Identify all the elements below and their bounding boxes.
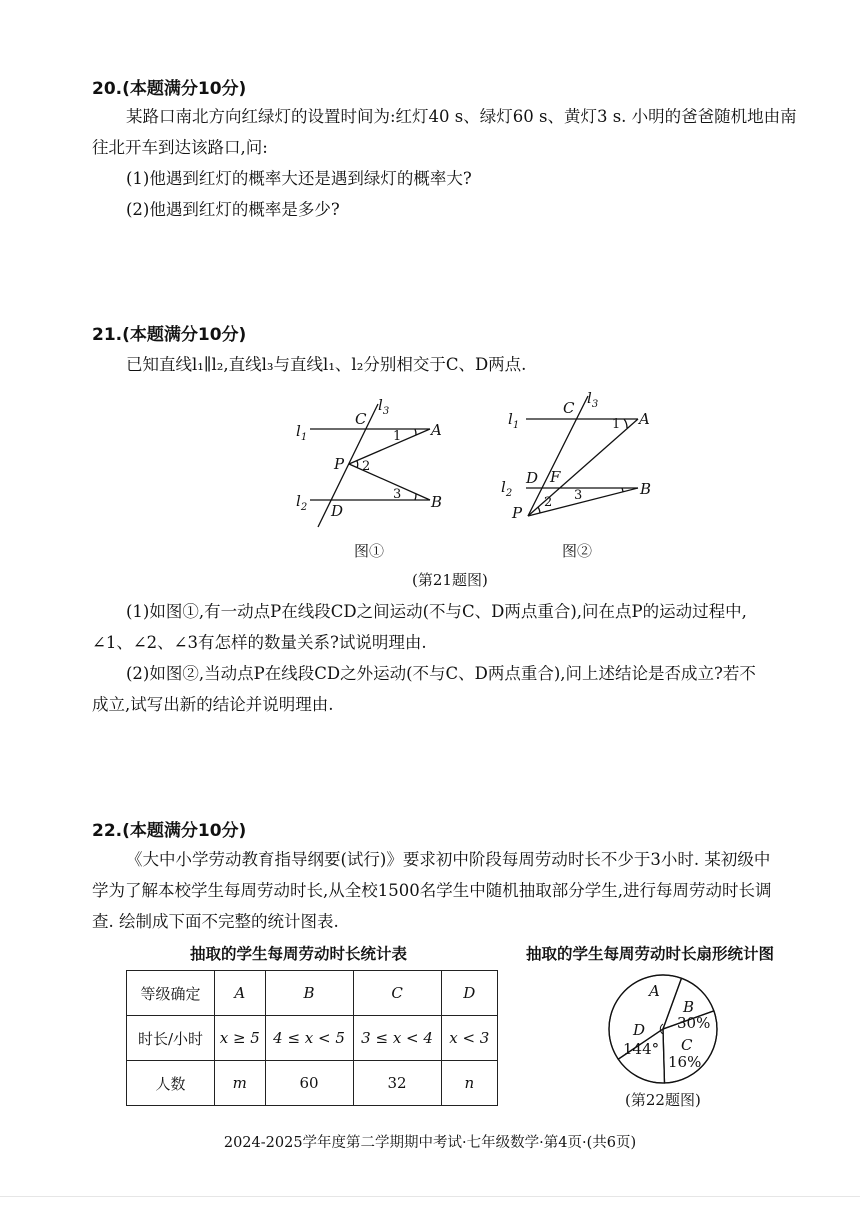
table-cell: B: [265, 971, 353, 1016]
table-cell: 等级确定: [127, 971, 215, 1016]
fig2-angle-1: 1: [612, 417, 621, 432]
fig2-caption: 图②: [562, 542, 593, 560]
pie-label-b: B: [683, 998, 695, 1016]
fig2-arc-2: [538, 507, 540, 513]
fig2-label-d: D: [526, 469, 539, 487]
pie-label-b-pct: 30%: [677, 1014, 711, 1032]
table-cell: A: [215, 971, 265, 1016]
pie-chart: [600, 970, 730, 1088]
table-cell: m: [215, 1061, 265, 1106]
pie-label-d-deg: 144°: [623, 1040, 660, 1058]
table-cell: 3 ≤ x < 4: [353, 1016, 441, 1061]
fig2-label-a: A: [639, 410, 650, 428]
q21-line-2: ∠1、∠2、∠3有怎样的数量关系?试说明理由.: [92, 633, 427, 652]
table-cell: n: [441, 1061, 497, 1106]
fig2-label-l1: $l_1$: [508, 410, 520, 431]
table-row: [127, 1061, 498, 1106]
table-cell: 4 ≤ x < 5: [265, 1016, 353, 1061]
page-footer: 2024-2025学年度第二学期期中考试·七年级数学·第4页·(共6页): [223, 1135, 637, 1151]
table-cell: 60: [265, 1061, 353, 1106]
table-title: 抽取的学生每周劳动时长统计表: [190, 945, 408, 963]
table-row: [127, 1016, 498, 1061]
fig1-arc-3: [415, 494, 416, 500]
fig2-angle-3: 3: [574, 488, 583, 503]
fig1-label-l3: $l_3$: [378, 396, 390, 417]
fig2-label-f: F: [550, 468, 561, 486]
pie-label-d: D: [633, 1021, 646, 1039]
fig1-label-a: A: [431, 421, 442, 439]
fig2-label-p: P: [512, 504, 523, 522]
fig1-label-b: B: [431, 493, 443, 511]
q20-heading: 20.(本题满分10分): [92, 79, 247, 99]
fig1-label-l1: $l_1$: [296, 422, 308, 443]
table-cell: D: [441, 971, 497, 1016]
table-cell: 时长/小时: [127, 1016, 215, 1061]
q22-line-3: 查. 绘制成下面不完整的统计图表.: [92, 912, 339, 931]
fig2-arc-1: [624, 419, 627, 428]
stats-table: [126, 970, 498, 1106]
q20-line-3: (1)他遇到红灯的概率大还是遇到绿灯的概率大?: [126, 169, 472, 188]
fig1-label-l2: $l_2$: [296, 492, 308, 513]
q21-line-3: (2)如图②,当动点P在线段CD之外运动(不与C、D两点重合),问上述结论是否成立?若不: [126, 664, 756, 683]
fig1-arc-1: [415, 429, 416, 435]
fig1-caption: 图①: [354, 542, 385, 560]
pie-label-a: A: [649, 982, 660, 1000]
q21-figure-caption: (第21题图): [412, 571, 488, 589]
q22-heading: 22.(本题满分10分): [92, 821, 247, 841]
table-cell: x < 3: [441, 1016, 497, 1061]
fig1-label-c: C: [355, 410, 367, 428]
fig2-label-b: B: [640, 480, 652, 498]
pie-label-c: C: [681, 1036, 693, 1054]
q22-line-2: 学为了解本校学生每周劳动时长,从全校1500名学生中随机抽取部分学生,进行每周劳动时长调: [92, 881, 772, 900]
table-cell: C: [353, 971, 441, 1016]
q20-line-4: (2)他遇到红灯的概率是多少?: [126, 200, 340, 219]
fig1-angle-2: 2: [362, 459, 371, 474]
fig1-arc-2: [357, 461, 358, 468]
fig1-label-d: D: [331, 502, 344, 520]
q21-intro: 已知直线l₁∥l₂,直线l₃与直线l₁、l₂分别相交于C、D两点.: [126, 355, 527, 374]
pie-caption: (第22题图): [625, 1091, 701, 1109]
q22-line-1: 《大中小学劳动教育指导纲要(试行)》要求初中阶段每周劳动时长不少于3小时. 某初级中: [126, 850, 771, 869]
q20-line-1: 某路口南北方向红绿灯的设置时间为:红灯40 s、绿灯60 s、黄灯3 s. 小明的爸爸随机地由南: [126, 107, 797, 126]
fig2-label-l3: $l_3$: [587, 389, 599, 410]
q21-line-4: 成立,试写出新的结论并说明理由.: [92, 695, 334, 714]
pie-label-c-pct: 16%: [668, 1053, 702, 1071]
table-row: [127, 971, 498, 1016]
table-cell: x ≥ 5: [215, 1016, 265, 1061]
fig2-label-l2: $l_2$: [501, 478, 513, 499]
figure-1: [290, 392, 470, 532]
figure-2: [498, 388, 668, 528]
page-bottom-divider: [0, 1196, 860, 1197]
fig2-angle-2: 2: [544, 495, 553, 510]
table-cell: 32: [353, 1061, 441, 1106]
table-cell: 人数: [127, 1061, 215, 1106]
fig1-angle-1: 1: [393, 429, 402, 444]
fig1-label-p: P: [334, 455, 345, 473]
q20-line-2: 往北开车到达该路口,问:: [92, 138, 268, 157]
fig1-angle-3: 3: [393, 487, 402, 502]
q21-line-1: (1)如图①,有一动点P在线段CD之间运动(不与C、D两点重合),问在点P的运动过程中,: [126, 602, 747, 621]
q21-heading: 21.(本题满分10分): [92, 325, 247, 345]
pie-title: 抽取的学生每周劳动时长扇形统计图: [526, 945, 775, 963]
fig2-label-c: C: [563, 399, 575, 417]
